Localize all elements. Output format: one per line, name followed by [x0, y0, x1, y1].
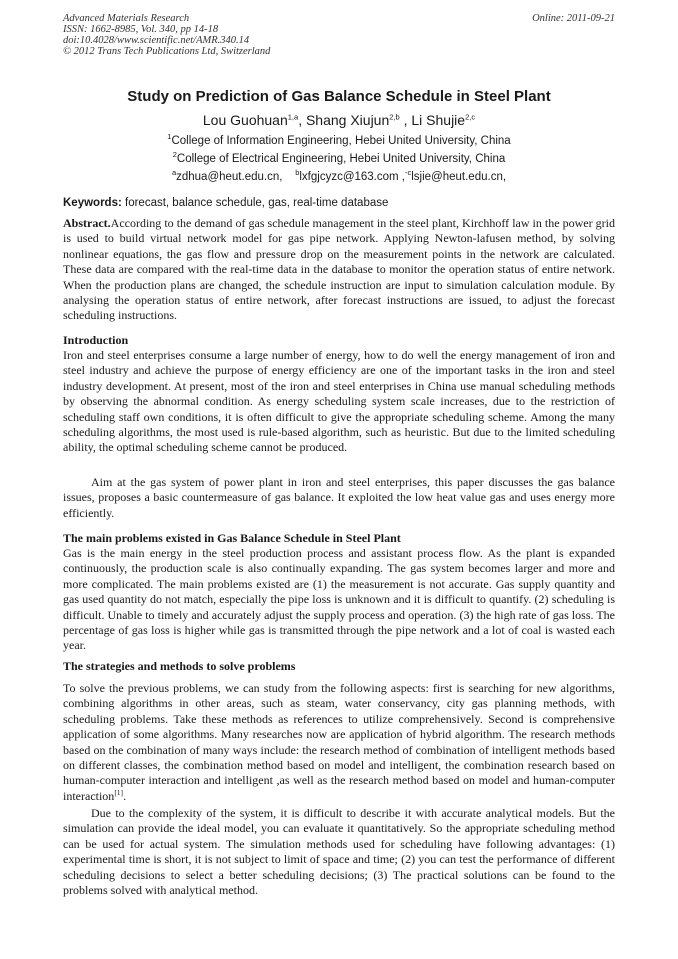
email-address[interactable]: $^c$lsjie@heut.edu.cn, [407, 168, 507, 183]
affiliation-text: College of Electrical Engineering, Hebei United University, China [176, 153, 506, 165]
abstract-text: According to the demand of gas schedule management in the steel plant, Kirchhoff law in the power grid is used to build virtual network model for gas pipe network. Applying Newton-lafusen method, by solving nonlinear equations, the gas flow and pressure drop on the measurement points in the network are calculated. These data are compared with the real-time data in the database to monitor the operation status of entire network. When the production plans are changed, the schedule instruction are input to simulation calculation module. By analysing the operation status of entire network, after forecast instructions are issued, to adjust the forecast scheduling instructions. [63, 216, 615, 323]
affiliation-sup: 2 [172, 150, 177, 160]
journal-name: Advanced Materials Research [63, 13, 190, 24]
affiliation-sup: 1 [167, 132, 172, 142]
paragraph: To solve the previous problems, we can study from the following aspects: first is searching for new algorithms, combining algorithms in other areas, such as steam, water conservancy, city gas planning methods, with scheduling problems. Take these methods as references to utilize comprehensively. Second is comprehensive application of some algorithms. Many researches now are application of hybrid algorithm. The research methods based on the combination of many ways include: the research method of combination of intelligent methods based on different classes, the combination method based on model and intelligent, the combination research based on human-computer interaction and intelligent ,as well as the research method based on model and human-computer interaction[1]. [63, 681, 615, 803]
doi-line: doi:10.4028/www.scientific.net/AMR.340.14 [63, 35, 250, 46]
affiliation-text: College of Information Engineering, Hebei United University, China [171, 135, 511, 147]
citation[interactable]: [1] [114, 787, 124, 797]
keywords-label: Keywords: [63, 197, 122, 209]
paragraph: Due to the complexity of the system, it is difficult to describe it with accurate analytical models. But the simulation can provide the ideal model, you can evaluate it quantitatively. So the appropriate scheduling method can be used for actual system. The simulation methods used for scheduling have following advantages: (1) experimental time is short, it is not subject to limit of space and time; (2) you can test the performance of different scheduling decisions to select a better scheduling decisions; (3) The practical solutions can be found to the problems solved with analytical method. [63, 806, 615, 898]
author-sup: 1,a [287, 112, 299, 122]
paragraph: Aim at the gas system of power plant in iron and steel enterprises, this paper discusses the gas balance issues, proposes a basic countermeasure of gas balance. It exploited the low heat value gas and uses energy more efficiently. [63, 475, 615, 520]
author-sup: 2,b [389, 112, 400, 122]
paragraph: Iron and steel enterprises consume a large number of energy, how to do well the energy management of iron and steel industry and achieve the purpose of energy efficiency are one of the important tasks in the iron and steel industry development. At present, most of the iron and steel enterprises in China use manual scheduling methods by observing the abnormal condition. As energy scheduling system scale increases, due to the restriction of scheduling staff own conditions, it is often difficult to give the appropriate scheduling scheme. Among the many scheduling algorithms, the most used is rule-based algorithm, such as heuristic. But due to the limited scheduling ability, the optimal scheduling scheme cannot be produced. [63, 348, 615, 455]
section-heading: Introduction [63, 333, 129, 347]
author-name: Lou Guohuan [202, 112, 288, 128]
affiliation [63, 133, 615, 149]
copyright-line: © 2012 Trans Tech Publications Ltd, Switzerland [63, 46, 271, 57]
author-name: Shang Xiujun [305, 112, 390, 128]
email-list: $^a$zdhua@heut.edu.cn, $^b$lxfgjcyzc@163.com ,$^{-c}$lsjie@heut.edu.cn, [171, 168, 507, 183]
issn-line: ISSN: 1662-8985, Vol. 340, pp 14-18 [63, 24, 219, 35]
email-address[interactable]: $^b$lxfgjcyzc@163.com , [295, 168, 405, 183]
email-sup: b [295, 168, 300, 178]
author-list: Lou Guohuan$^{1,a}$, Shang Xiujun$^{2,b}$ , Li Shujie$^{2,c}$ [202, 112, 476, 128]
author-name: Li Shujie [411, 112, 466, 128]
section-heading: The main problems existed in Gas Balance Schedule in Steel Plant [63, 531, 401, 545]
email-sup: c [407, 168, 412, 178]
keywords [63, 195, 615, 211]
abstract-label: Abstract. [63, 216, 111, 230]
author-sup: 2,c [465, 112, 476, 122]
affiliation [63, 151, 615, 167]
online-date: Online: 2011-09-21 [532, 13, 615, 24]
section-heading: The strategies and methods to solve problems [63, 659, 296, 673]
journal-header [63, 13, 615, 57]
paper-title: Study on Prediction of Gas Balance Schedule in Steel Plant [127, 88, 551, 105]
keywords-text: forecast, balance schedule, gas, real-time database [125, 197, 389, 209]
email-address[interactable]: $^a$zdhua@heut.edu.cn, [171, 168, 283, 183]
email-sup: a [171, 168, 177, 178]
paragraph: Gas is the main energy in the steel production process and assistant process flow. As the plant is expanded continuously, the production scale is also continually expanding. The gas system becomes larger and more and more complicated. The main problems existed are (1) the measurement is not accurate. Gas supply quantity and gas used quantity do not match, especially the pipe loss is unknown and it is difficult to quantify. (2) scheduling is difficult. Unable to timely and accurately adjust the supply process and operation. (3) the high rate of gas loss. The percentage of gas loss is higher while gas is transmitted through the pipe network and a lot of coal is wasted each year. [63, 546, 615, 653]
abstract [63, 216, 615, 324]
